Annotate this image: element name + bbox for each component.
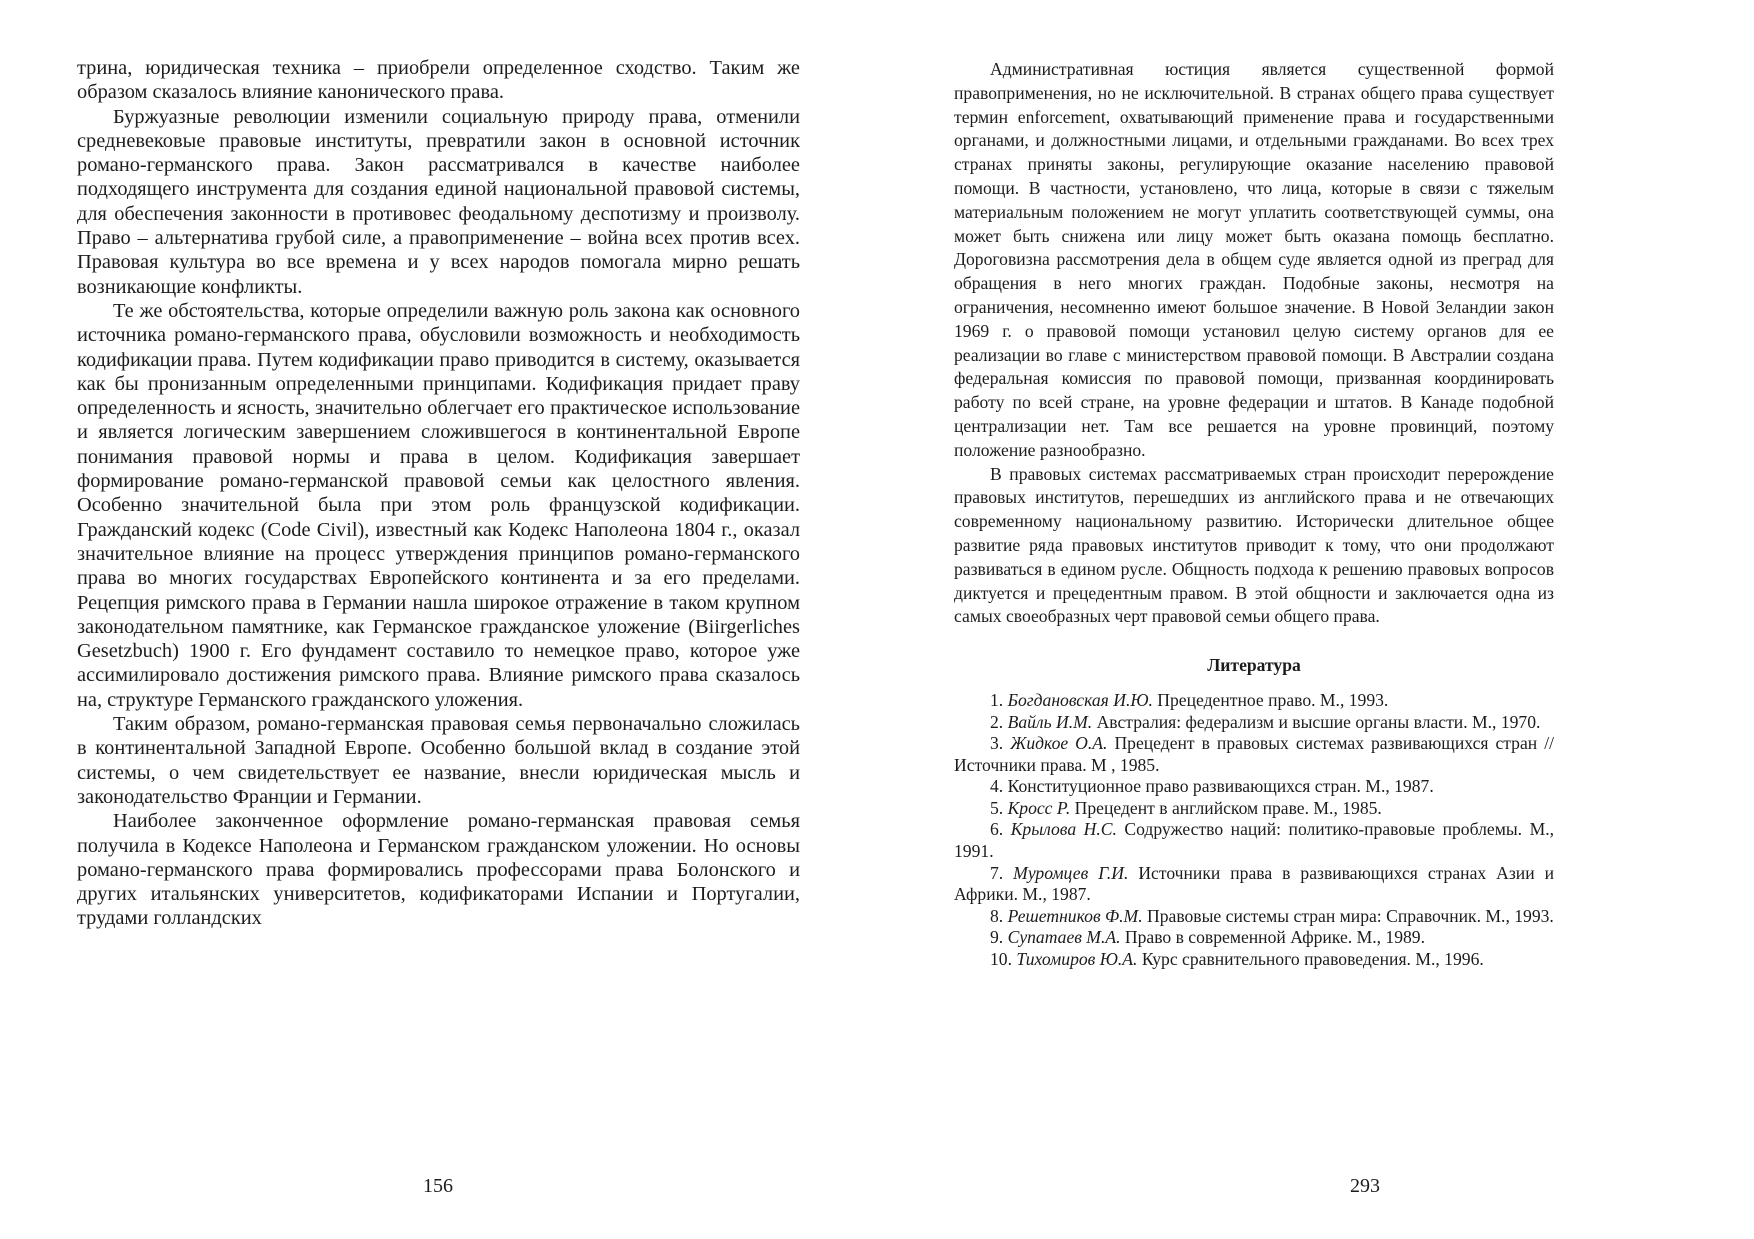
reference-text: Прецедентное право. М., 1993. (1152, 689, 1389, 710)
paragraph: трина, юридическая техника – приобрели определенное сходство. Таким же образом сказалось влияние канонического права. (77, 57, 800, 104)
reference-number: 2. (990, 711, 1008, 732)
reference-number: 1. (990, 689, 1008, 710)
reference-number: 9. (990, 927, 1008, 948)
reference-number: 7. (990, 862, 1014, 883)
literature-heading: Литература (1207, 655, 1301, 676)
reference-item (954, 690, 1554, 712)
reference-author: Муромцев Г.И. (1013, 862, 1129, 883)
reference-number: 5. (990, 797, 1008, 818)
paragraph: Административная юстиция является существенной формой правоприменения, но не исключительной. В странах общего права существует термин enforcement, охватывающий применение права и государственными органами, и должностными лицами, и отдельными гражданами. Во всех трех странах приняты законы, регулирующие оказание населению правовой помощи. В частности, установлено, что лица, которые в связи с тяжелым материальным положением не могут уплатить соответствующей суммы, она может быть снижена или лицу может быть оказана помощь бесплатно. Дороговизна рассмотрения дела в общем суде является одной из преград для обращения в него многих граждан. Подобные законы, несмотря на ограничения, несомненно имеют большое значение. В Новой Зеландии закон 1969 г. о правовой помощи установил целую систему органов для ее реализации во главе с министерством правовой помощи. В Австралии создана федеральная комиссия по правовой помощи, призванная координировать работу по всей стране, на уровне федерации и штатов. В Канаде подобной централизации нет. Там все решается на уровне провинций, поэтому положение разнообразно. (954, 59, 1554, 460)
reference-item (954, 712, 1554, 734)
reference-text: Прецедент в правовых системах развивающихся стран // Источники права. М , 1985. (954, 733, 1554, 775)
reference-author: Крылова Н.С. (1010, 819, 1117, 840)
reference-author: Богдановская И.Ю. (1007, 689, 1153, 710)
reference-text: Прецедент в английском праве. М., 1985. (1070, 797, 1382, 818)
reference-author: Жидкое О.А. (1010, 733, 1108, 754)
reference-text: Конституционное право развивающихся стран. М., 1987. (1007, 776, 1434, 797)
page-number: 293 (1350, 1175, 1380, 1197)
paragraph: Наиболее законченное оформление романо-германская правовая семья получила в Кодексе Наполеона и Германском гражданском уложении. Но основы романо-германского права формировались профессорами права Болонского и других итальянских университетов, кодификаторами Испании и Португалии, трудами голландских (77, 810, 800, 930)
reference-number: 3. (990, 733, 1011, 754)
reference-number: 6. (990, 819, 1011, 840)
reference-text: Правовые системы стран мира: Справочник. М., 1993. (1142, 905, 1554, 926)
reference-author: Супатаев М.А. (1007, 927, 1121, 948)
paragraph: Те же обстоятельства, которые определили важную роль закона как основного источника романо-германского права, обусловили возможность и необходимость кодификации права. Путем кодификации право приводится в систему, оказывается как бы пронизанным определенными принципами. Кодификация придает праву определенность и ясность, значительно облегчает его практическое использование и является логическим завершением сложившегося в континентальной Европе понимания правовой нормы и права в целом. Кодификация завершает формирование романо-германской правовой семьи как целостного явления. Особенно значительной была при этом роль французской кодификации. Гражданский кодекс (Code Civil), известный как Кодекс Наполеона 1804 г., оказал значительное влияние на процесс утверждения принципов романо-германского права во многих государствах Европейского континента и за его пределами. Рецепция римского права в Германии нашла широкое отражение в таком крупном законодательном памятнике, как Германское гражданское уложение (Biirgerliches Gesetzbuch) 1900 г. Его фундамент составило то немецкое право, которое уже ассимилировало достижения римского права. Влияние римского права сказалось на, структуре Германского гражданского уложения. (77, 299, 800, 711)
reference-item (954, 819, 1554, 862)
reference-item (954, 798, 1554, 820)
reference-author: Тихомиров Ю.А. (1016, 949, 1138, 970)
reference-item (954, 863, 1554, 906)
reference-text: Австралия: федерализм и высшие органы власти. М., 1970. (1092, 711, 1541, 732)
reference-text: Источники права в развивающихся странах Азии и Африки. М., 1987. (954, 862, 1554, 905)
right-page (877, 0, 1754, 1239)
reference-number: 10. (990, 949, 1017, 970)
page-number: 156 (423, 1175, 453, 1197)
reference-author: Вайль И.М. (1007, 711, 1093, 732)
reference-item (954, 927, 1554, 949)
paragraph: Таким образом, романо-германская правовая семья первоначально сложилась в континентальной Западной Европе. Особенно большой вклад в создание этой системы, о чем свидетельствует ее название, внесли юридическая мысль и законодательство Франции и Германии. (77, 713, 800, 808)
paragraph: Буржуазные революции изменили социальную природу права, отменили средневековые правовые институты, превратили закон в основной источник романо-германского права. Закон рассматривался в качестве наиболее подходящего инструмента для создания единой национальной правовой системы, для обеспечения законности в противовес феодальному деспотизму и произволу. Право – альтернатива грубой силе, а правоприменение – война всех против всех. Правовая культура во все времена и у всех народов помогала мирно решать возникающие конфликты. (77, 105, 800, 298)
right-page-body (954, 58, 1554, 971)
reference-text: Право в современной Африке. М., 1989. (1120, 927, 1425, 948)
reference-number: 8. (990, 905, 1008, 926)
left-page-body (77, 56, 800, 931)
reference-number: 4. (990, 776, 1008, 797)
reference-item (954, 906, 1554, 928)
reference-text: Содружество наций: политико-правовые проблемы. М., 1991. (954, 819, 1555, 862)
reference-item (954, 733, 1554, 776)
paragraph: В правовых системах рассматриваемых стран происходит перерождение правовых институтов, перешедших из английского права и не отвечающих современному национальному развитию. Исторически длительное общее развитие ряда правовых институтов приводит к тому, что они продолжают развиваться в едином русле. Общность подхода к решению правовых вопросов диктуется и прецедентным правом. В этой общности и заключается одна из самых своеобразных черт правовой семьи общего права. (954, 463, 1554, 627)
reference-text: Курс сравнительного правоведения. М., 1996. (1137, 949, 1484, 970)
reference-item (954, 949, 1554, 971)
reference-author: Решетников Ф.М. (1007, 905, 1143, 926)
reference-list (954, 690, 1554, 971)
reference-author: Кросс Р. (1007, 797, 1071, 818)
reference-item (954, 776, 1554, 798)
